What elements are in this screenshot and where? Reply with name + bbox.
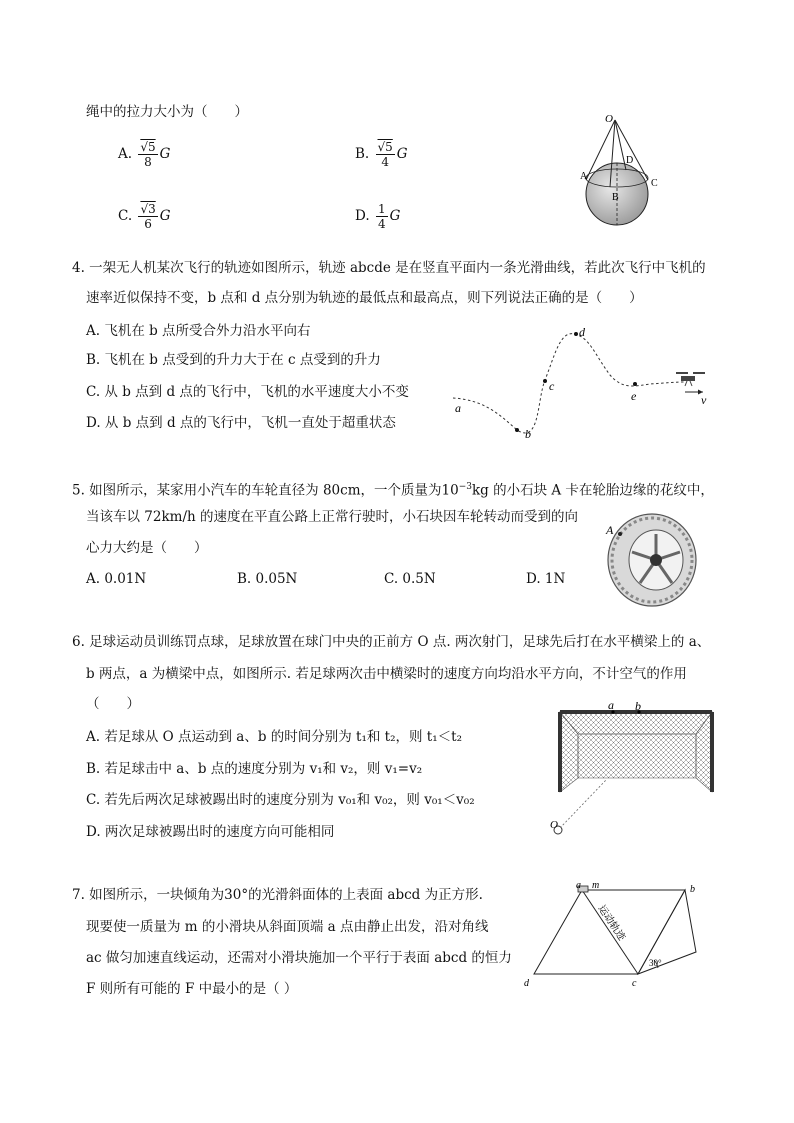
q7-incline-figure xyxy=(520,880,720,992)
label-b: b xyxy=(525,427,531,441)
label-d: d xyxy=(579,325,585,339)
q5-line1-post: kg 的小石块 A 卡在轮胎边缘的花纹中， xyxy=(471,482,714,499)
mass-exponent: −3 xyxy=(458,482,472,492)
label-track: 运动轨迹 xyxy=(595,903,627,943)
label-angle: 30° xyxy=(649,958,662,968)
fraction-numerator: √5 xyxy=(377,140,393,154)
q3-option-b xyxy=(355,140,408,169)
q4-stem-line1: 4. 一架无人机某次飞行的轨迹如图所示，轨迹 abcde 是在竖直平面内一条光滑曲线，若此次飞行中飞机的 xyxy=(72,260,706,276)
q7-stem-line2: 现要使一质量为 m 的小滑块从斜面顶端 a 点由静止出发，沿对角线 xyxy=(86,919,489,935)
q4-option-b: B. 飞机在 b 点受到的升力大于在 c 点受到的升力 xyxy=(86,352,381,368)
q5-stem-line1 xyxy=(72,477,714,501)
unit: G xyxy=(389,208,401,224)
q4-option-a: A. 飞机在 b 点所受合外力沿水平向右 xyxy=(86,323,311,339)
q5-option-b: B. 0.05N xyxy=(237,571,298,587)
label-o: O xyxy=(605,113,613,125)
label-e: e xyxy=(631,389,637,403)
q6-goal-figure xyxy=(546,700,716,840)
q3-sphere-figure xyxy=(570,108,680,230)
q6-stem-line2: b 两点，a 为横梁中点，如图所示. 若足球两次击中横梁时的速度方向均沿水平方向，不计空气的作用 xyxy=(86,666,687,682)
label-b: b xyxy=(635,700,641,713)
diagonal-ac xyxy=(582,890,638,974)
q4-option-c: C. 从 b 点到 d 点的飞行中，飞机的水平速度大小不变 xyxy=(86,384,409,400)
label-b: B xyxy=(612,192,619,203)
q5-option-c: C. 0.5N xyxy=(384,571,436,587)
q3-option-a xyxy=(118,140,170,169)
label-a: a xyxy=(455,401,461,415)
q5-option-d: D. 1N xyxy=(526,571,566,587)
q6-option-d: D. 两次足球被踢出时的速度方向可能相同 xyxy=(86,824,335,840)
label-a: A xyxy=(580,171,588,182)
q7-stem-line1: 7. 如图所示，一块倾角为30°的光滑斜面体的上表面 abcd 为正方形. xyxy=(72,887,483,903)
label-a: a xyxy=(608,700,614,712)
unit: G xyxy=(159,208,171,224)
q7-stem-line4: F 则所有可能的 F 中最小的是（ ） xyxy=(86,981,298,997)
q6-stem-line1: 6. 足球运动员训练罚点球，足球放置在球门中央的正前方 O 点. 两次射门，足球先后打在水平横梁上的 a、 xyxy=(72,634,711,650)
label-a: a xyxy=(576,880,581,891)
q5-stem-line2: 当该车以 72km/h 的速度在平直公路上正常行驶时，小石块因车轮转动而受到的向 xyxy=(86,509,578,525)
label-v: v xyxy=(701,393,707,407)
q6-option-a: A. 若足球从 O 点运动到 a、b 的时间分别为 t₁和 t₂，则 t₁＜t₂ xyxy=(86,729,462,745)
q6-option-c: C. 若先后两次足球被踢出时的速度分别为 v₀₁和 v₀₂，则 v₀₁＜v₀₂ xyxy=(86,792,475,808)
label-c: C xyxy=(651,178,658,189)
label-c: c xyxy=(549,379,555,393)
q5-line1-pre: 5. 如图所示，某家用小汽车的车轮直径为 80cm，一个质量为 xyxy=(72,482,442,499)
label-d: d xyxy=(524,978,529,989)
q5-stem-line3: 心力大约是（ ） xyxy=(86,540,208,556)
label-m: m xyxy=(592,880,600,891)
option-label: B. xyxy=(355,146,370,162)
q3-option-c xyxy=(118,202,171,231)
label-a: A xyxy=(606,523,614,537)
label-b: b xyxy=(690,884,695,895)
q6-option-b: B. 若足球击中 a、b 点的速度分别为 v₁和 v₂，则 v₁=v₂ xyxy=(86,761,423,777)
q7-stem-line3: ac 做匀加速直线运动，还需对小滑块施加一个平行于表面 abcd 的恒力 xyxy=(86,950,512,966)
q5-wheel-figure xyxy=(600,508,698,608)
fraction-denominator: 8 xyxy=(144,155,152,169)
q3-stem-end: 绳中的拉力大小为（ ） xyxy=(86,104,248,120)
label-c: c xyxy=(632,978,637,989)
mass-base: 10 xyxy=(441,482,459,499)
fraction-denominator: 6 xyxy=(144,217,152,231)
label-o: O xyxy=(550,819,558,831)
q4-trajectory-figure xyxy=(445,320,720,445)
unit: G xyxy=(159,146,171,162)
label-d: D xyxy=(626,155,634,166)
trajectory-curve xyxy=(453,334,685,433)
string-d xyxy=(615,120,626,170)
q5-option-a: A. 0.01N xyxy=(86,571,147,587)
fraction-denominator: 4 xyxy=(381,155,389,169)
option-label: A. xyxy=(118,146,133,162)
fraction-denominator: 4 xyxy=(377,217,386,231)
unit: G xyxy=(396,146,408,162)
fraction-numerator: √3 xyxy=(140,202,156,216)
fraction-numerator: √5 xyxy=(140,140,156,154)
incline-side-face xyxy=(638,890,696,974)
q3-option-d xyxy=(355,202,400,231)
option-label: C. xyxy=(118,208,133,224)
fraction-numerator: 1 xyxy=(377,202,386,216)
q4-option-d: D. 从 b 点到 d 点的飞行中，飞机一直处于超重状态 xyxy=(86,415,396,431)
q6-stem-line3: （ ） xyxy=(86,696,140,712)
q4-stem-line2: 速率近似保持不变，b 点和 d 点分别为轨迹的最低点和最高点，则下列说法正确的是（ ） xyxy=(86,290,643,306)
option-label: D. xyxy=(355,208,370,224)
drone-icon xyxy=(676,372,705,386)
